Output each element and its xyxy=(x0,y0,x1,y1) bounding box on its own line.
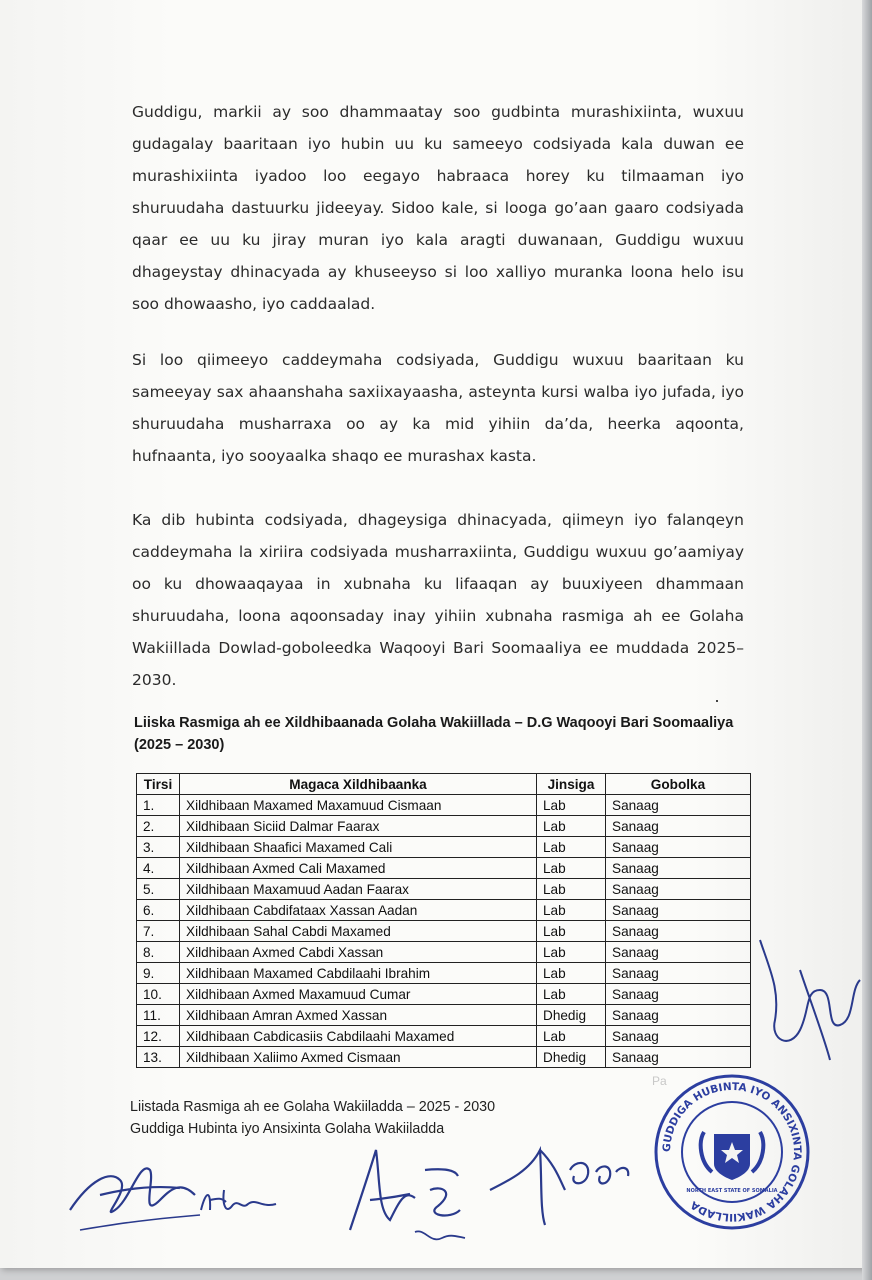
cell-tirsi: 10. xyxy=(137,984,180,1005)
cell-jinsiga: Dhedig xyxy=(537,1005,606,1026)
cell-jinsiga: Lab xyxy=(537,900,606,921)
cell-jinsiga: Lab xyxy=(537,942,606,963)
paragraph-1: Guddigu, markii ay soo dhammaatay soo gudbinta murashixiinta, wuxuu gudagalay baaritaan iyo hubin uu ku sameeyo codsiyada kala duwan ee murashixiinta iyadoo loo eegayo habraaca horey ku tilmaaman iyo shuruudaha dastuurku jideeyay. Sidoo kale, si looga go’aan gaaro codsiyada qaar ee uu ku jiray muran iyo kala aragti duwanaan, Guddigu wuxuu dhageystay dhinacyada ay khuseeyso si loo xalliyo muranka loona helo isu soo dhowaasho, iyo caddaalad. xyxy=(132,103,744,313)
cell-gobolka: Sanaag xyxy=(606,816,751,837)
cell-gobolka: Sanaag xyxy=(606,1026,751,1047)
cell-jinsiga: Dhedig xyxy=(537,1047,606,1068)
cell-tirsi: 6. xyxy=(137,900,180,921)
cell-gobolka: Sanaag xyxy=(606,900,751,921)
cell-magaca: Xildhibaan Maxamuud Aadan Faarax xyxy=(180,879,537,900)
cell-gobolka: Sanaag xyxy=(606,963,751,984)
footer-line-2: Guddiga Hubinta iyo Ansixinta Golaha Wakiiladda xyxy=(130,1121,445,1137)
cell-tirsi: 7. xyxy=(137,921,180,942)
cell-tirsi: 1. xyxy=(137,795,180,816)
table-row xyxy=(137,816,751,837)
ink-dot xyxy=(716,700,718,702)
cell-jinsiga: Lab xyxy=(537,795,606,816)
list-title xyxy=(134,712,754,756)
footer-caption xyxy=(130,1096,495,1140)
cell-magaca: Xildhibaan Cabdicasiis Cabdilaahi Maxamed xyxy=(180,1026,537,1047)
cell-magaca: Xildhibaan Amran Axmed Xassan xyxy=(180,1005,537,1026)
cell-magaca: Xildhibaan Sahal Cabdi Maxamed xyxy=(180,921,537,942)
page-edge xyxy=(862,0,872,1280)
cell-tirsi: 5. xyxy=(137,879,180,900)
cell-magaca: Xildhibaan Maxamed Cabdilaahi Ibrahim xyxy=(180,963,537,984)
cell-magaca: Xildhibaan Axmed Maxamuud Cumar xyxy=(180,984,537,1005)
cell-tirsi: 2. xyxy=(137,816,180,837)
cell-tirsi: 3. xyxy=(137,837,180,858)
stamp-outer-text: GUDDIGA HUBINTA IYO ANSIXINTA GOLAHA WAKIILLADA xyxy=(660,1080,804,1224)
paragraph-2: Si loo qiimeeyo caddeymaha codsiyada, Guddigu wuxuu baaritaan ku sameeyay sax ahaanshaha saxiixayaasha, asteynta kursi walba iyo jufada, iyo shuruudaha musharraxa oo ay ka mid yihiin da’da, heerka aqoonta, hufnaanta, iyo sooyaalka shaqo ee murashax kasta. xyxy=(132,351,744,465)
cell-gobolka: Sanaag xyxy=(606,795,751,816)
table-header-row xyxy=(137,774,751,795)
cell-gobolka: Sanaag xyxy=(606,942,751,963)
table-row xyxy=(137,921,751,942)
table-row xyxy=(137,900,751,921)
cell-jinsiga: Lab xyxy=(537,879,606,900)
cell-gobolka: Sanaag xyxy=(606,1047,751,1068)
emblem-icon xyxy=(701,1132,764,1180)
table-row xyxy=(137,984,751,1005)
cell-tirsi: 11. xyxy=(137,1005,180,1026)
signature-margin xyxy=(740,930,870,1080)
committee-stamp xyxy=(652,1072,812,1232)
cell-gobolka: Sanaag xyxy=(606,984,751,1005)
cell-gobolka: Sanaag xyxy=(606,858,751,879)
cell-magaca: Xildhibaan Axmed Cabdi Xassan xyxy=(180,942,537,963)
cell-magaca: Xildhibaan Siciid Dalmar Faarax xyxy=(180,816,537,837)
table-row xyxy=(137,1047,751,1068)
members-table xyxy=(136,773,751,1068)
signature-4 xyxy=(470,1130,650,1240)
cell-tirsi: 8. xyxy=(137,942,180,963)
cell-tirsi: 4. xyxy=(137,858,180,879)
signature-2 xyxy=(196,1180,286,1230)
header-gobolka: Gobolka xyxy=(606,774,751,795)
signature-1 xyxy=(60,1140,210,1240)
cell-magaca: Xildhibaan Cabdifataax Xassan Aadan xyxy=(180,900,537,921)
cell-magaca: Xildhibaan Xaliimo Axmed Cismaan xyxy=(180,1047,537,1068)
header-tirsi: Tirsi xyxy=(137,774,180,795)
header-magaca: Magaca Xildhibaanka xyxy=(180,774,537,795)
cell-jinsiga: Lab xyxy=(537,1026,606,1047)
table-row xyxy=(137,858,751,879)
list-title-line-2: (2025 – 2030) xyxy=(134,737,225,753)
signature-3 xyxy=(330,1140,470,1250)
cell-tirsi: 9. xyxy=(137,963,180,984)
table-body xyxy=(137,795,751,1068)
cell-tirsi: 13. xyxy=(137,1047,180,1068)
table-row xyxy=(137,1005,751,1026)
table-row xyxy=(137,942,751,963)
table-row xyxy=(137,795,751,816)
cell-jinsiga: Lab xyxy=(537,984,606,1005)
header-jinsiga: Jinsiga xyxy=(537,774,606,795)
footer-line-1: Liistada Rasmiga ah ee Golaha Wakiiladda – 2025 - 2030 xyxy=(130,1099,496,1115)
cell-gobolka: Sanaag xyxy=(606,879,751,900)
page-number-mark: Pa xyxy=(652,1074,667,1088)
cell-magaca: Xildhibaan Maxamed Maxamuud Cismaan xyxy=(180,795,537,816)
table-row xyxy=(137,1026,751,1047)
cell-magaca: Xildhibaan Shaafici Maxamed Cali xyxy=(180,837,537,858)
cell-gobolka: Sanaag xyxy=(606,1005,751,1026)
cell-jinsiga: Lab xyxy=(537,963,606,984)
stamp-inner-text: NORTH EAST STATE OF SOMALIA xyxy=(686,1188,778,1194)
paragraph-3: Ka dib hubinta codsiyada, dhageysiga dhinacyada, qiimeyn iyo falanqeyn caddeymaha la xiriira codsiyada musharraxiinta, Guddigu wuxuu go’aamiyay oo ku dhowaaqayaa in xubnaha ku lifaaqan ay buuxiyeen dhammaan shuruudaha, loona aqoonsaday inay yihiin xubnaha rasmiga ah ee Golaha Wakiillada Dowlad-goboleedka Waqooyi Bari Soomaaliya ee muddada 2025–2030. xyxy=(132,511,744,689)
table-row xyxy=(137,879,751,900)
table-row xyxy=(137,963,751,984)
cell-jinsiga: Lab xyxy=(537,837,606,858)
cell-jinsiga: Lab xyxy=(537,816,606,837)
table-row xyxy=(137,837,751,858)
list-title-line-1: Liiska Rasmiga ah ee Xildhibaanada Golaha Wakiillada – D.G Waqooyi Bari Soomaaliya xyxy=(134,715,734,731)
cell-tirsi: 12. xyxy=(137,1026,180,1047)
cell-gobolka: Sanaag xyxy=(606,837,751,858)
cell-jinsiga: Lab xyxy=(537,858,606,879)
cell-gobolka: Sanaag xyxy=(606,921,751,942)
cell-jinsiga: Lab xyxy=(537,921,606,942)
cell-magaca: Xildhibaan Axmed Cali Maxamed xyxy=(180,858,537,879)
